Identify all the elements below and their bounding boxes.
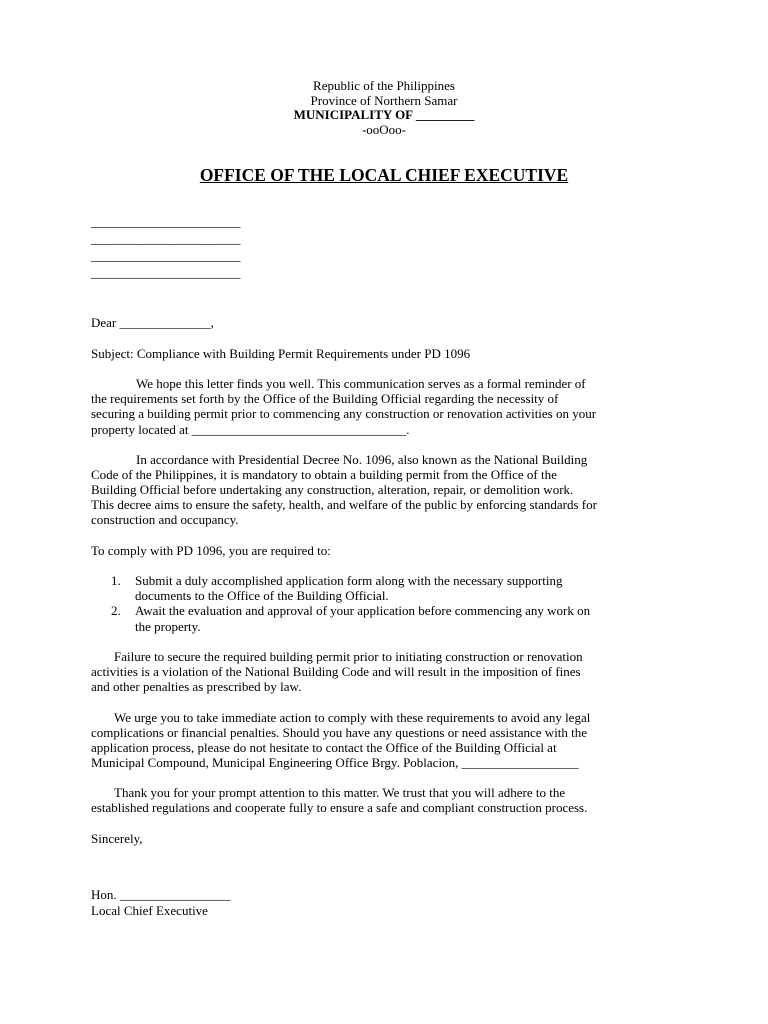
- list-number: 1.: [111, 573, 121, 588]
- closing: Sincerely,: [91, 831, 143, 846]
- paragraph-1-line: the requirements set forth by the Office of the Building Official regarding the necessity of: [91, 391, 559, 406]
- list-item-line: the property.: [135, 619, 201, 634]
- list-item-line: documents to the Office of the Building Official.: [135, 588, 389, 603]
- paragraph-2-line: construction and occupancy.: [91, 512, 239, 527]
- signatory-name: Hon. _________________: [91, 887, 231, 902]
- paragraph-3: To comply with PD 1096, you are required to:: [91, 543, 331, 558]
- paragraph-2-line: In accordance with Presidential Decree No. 1096, also known as the National Building: [136, 452, 588, 467]
- list-item-line: Submit a duly accomplished application form along with the necessary supporting: [135, 573, 563, 588]
- address-line: _______________________: [91, 231, 241, 246]
- paragraph-6-line: established regulations and cooperate fully to ensure a safe and compliant construction process.: [91, 800, 588, 815]
- header-separator: -ooOoo-: [361, 122, 407, 137]
- list-item-line: Await the evaluation and approval of your application before commencing any work on: [135, 603, 591, 618]
- paragraph-4-line: Failure to secure the required building permit prior to initiating construction or renovation: [114, 649, 583, 664]
- paragraph-1-line: We hope this letter finds you well. This communication serves as a formal reminder of: [136, 376, 586, 391]
- paragraph-5-line: We urge you to take immediate action to comply with these requirements to avoid any legal: [114, 710, 591, 725]
- salutation: Dear ______________,: [91, 315, 214, 330]
- list-number: 2.: [111, 603, 121, 618]
- paragraph-5-line: application process, please do not hesitate to contact the Office of the Building Official at: [91, 740, 557, 755]
- paragraph-1-line: property located at _________________________________.: [91, 422, 410, 437]
- paragraph-2-line: This decree aims to ensure the safety, health, and welfare of the public by enforcing standards for: [91, 497, 597, 512]
- paragraph-5-line: complications or financial penalties. Should you have any questions or need assistance with the: [91, 725, 588, 740]
- paragraph-4-line: activities is a violation of the National Building Code and will result in the imposition of fines: [91, 664, 581, 679]
- signatory-title: Local Chief Executive: [91, 903, 208, 918]
- header-republic: Republic of the Philippines: [313, 78, 455, 93]
- page-title: OFFICE OF THE LOCAL CHIEF EXECUTIVE: [199, 165, 569, 185]
- paragraph-4-line: and other penalties as prescribed by law.: [91, 679, 302, 694]
- address-line: _______________________: [91, 265, 241, 280]
- paragraph-1-line: securing a building permit prior to commencing any construction or renovation activities on your: [91, 406, 597, 421]
- header-municipality: MUNICIPALITY OF _________: [293, 107, 475, 122]
- paragraph-2-line: Building Official before undertaking any construction, alteration, repair, or demolition work.: [91, 482, 574, 497]
- paragraph-6-line: Thank you for your prompt attention to this matter. We trust that you will adhere to the: [114, 785, 566, 800]
- paragraph-2-line: Code of the Philippines, it is mandatory to obtain a building permit from the Office of the: [91, 467, 557, 482]
- header-province: Province of Northern Samar: [310, 93, 458, 108]
- address-line: _______________________: [91, 248, 241, 263]
- address-line: _______________________: [91, 214, 241, 229]
- subject-line: Subject: Compliance with Building Permit Requirements under PD 1096: [91, 346, 471, 361]
- paragraph-5-line: Municipal Compound, Municipal Engineering Office Brgy. Poblacion, __________________: [91, 755, 579, 770]
